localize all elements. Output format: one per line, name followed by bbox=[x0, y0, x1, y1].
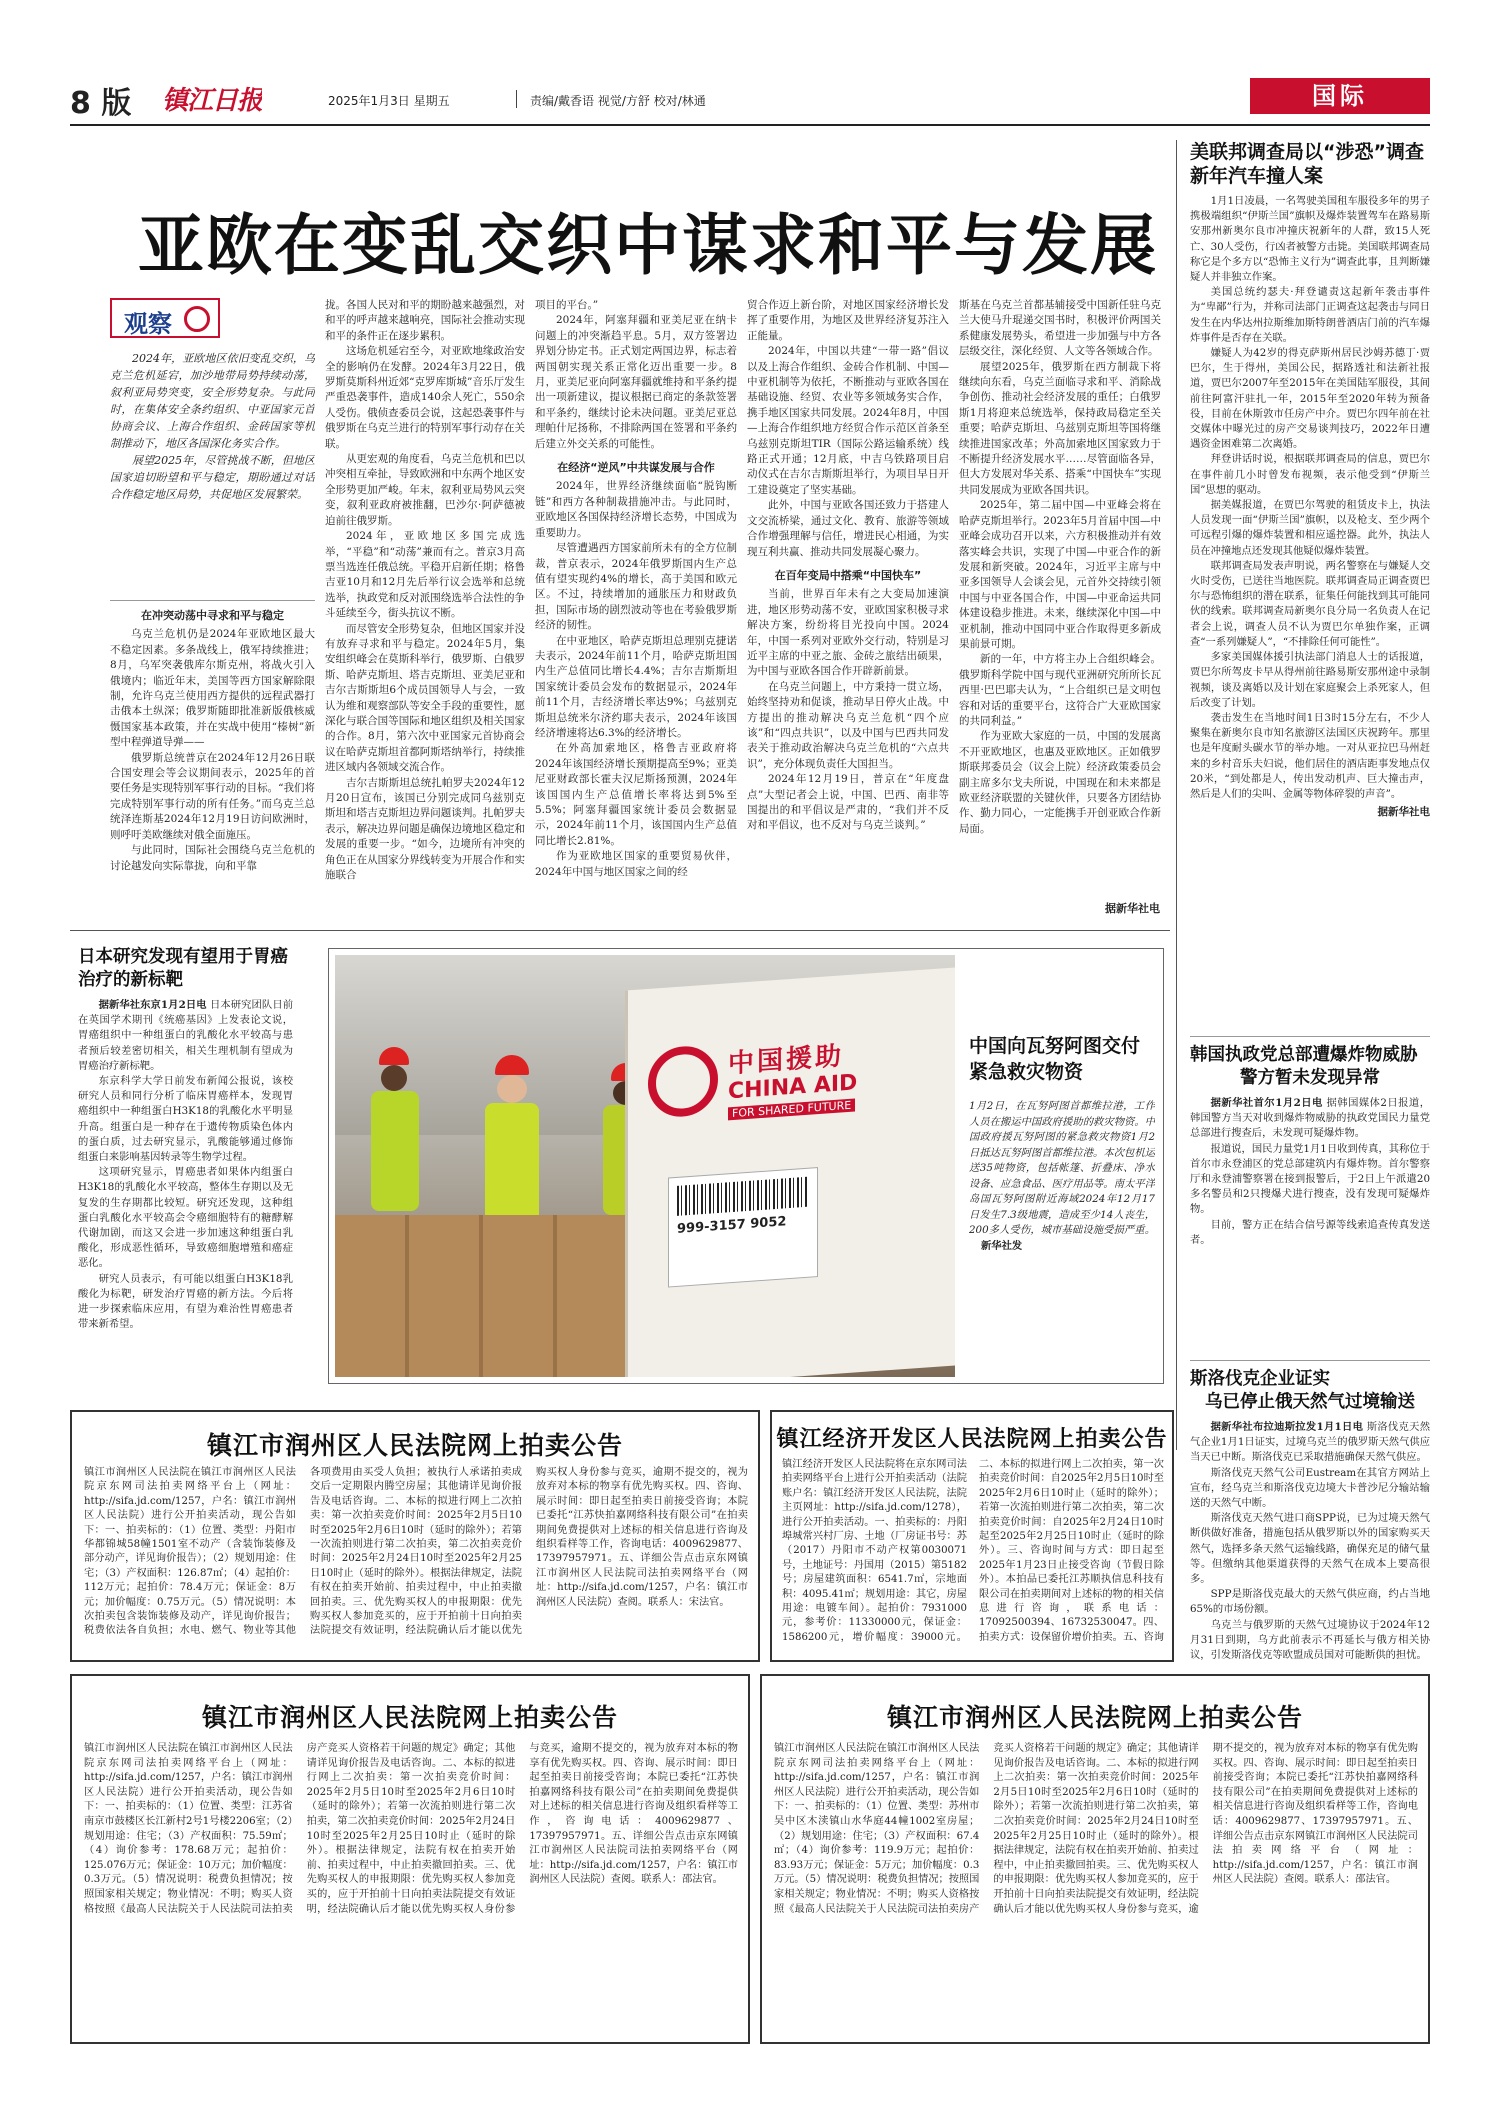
paragraph: 拢。各国人民对和平的期盼越来越强烈，对和平的呼声越来越响亮，国际社会推动实现和平的条件正在逐步累积。 bbox=[325, 299, 525, 342]
label-code: 999-3157 9052 bbox=[677, 1214, 787, 1237]
subheading: 在经济“逆风”中共谋发展与合作 bbox=[557, 461, 715, 475]
main-byline: 据新华社电 bbox=[1105, 902, 1160, 915]
paragraph: 2025年，第二届中国—中亚峰会将在哈萨克斯坦举行。2023年5月首届中国—中亚峰会成功召开以来，六方积极推动并有效落实峰会共识，实现了中国—中亚合作的新发展和新突破。2024年，习近平主席与中亚多国领导人会谈会见，元首外交持续引领中国与中亚各国合作，中国—中亚命运共同体建设稳步推进。未来，继续深化中国—中亚机制，推动中国同中亚合作取得更多新成果前景可期。 bbox=[959, 499, 1161, 650]
issue-date: 2025年1月3日 星期五 bbox=[328, 94, 450, 108]
article-headline: 美联邦调查局以“涉恐”调查新年汽车撞人案 bbox=[1190, 141, 1424, 187]
column-divider bbox=[1176, 140, 1177, 1450]
article-body bbox=[78, 998, 293, 1332]
lead-divider bbox=[110, 600, 315, 601]
main-column-1 bbox=[110, 606, 315, 922]
masthead bbox=[70, 78, 1430, 120]
page-number: 8 版 bbox=[70, 86, 132, 120]
paragraph: 展望2025年，俄罗斯在西方制裁下将继续向东看，乌克兰面临寻求和平、消除战争创伤、推动社会经济发展的重任；白俄罗斯1月将迎来总统选举，保持政局稳定至关重要；哈萨克斯坦、乌兹别克斯坦等国将继续推进国家改革；外高加索地区国家致力于不断提升经济发展水平……尽管面临各异，但大方发展对华关系、搭乘“中国快车”实现共同发展成为亚欧各国共识。 bbox=[959, 360, 1161, 496]
section-label: 国际 bbox=[1250, 78, 1430, 114]
paragraph: 2024年，阿塞拜疆和亚美尼亚在纳卡问题上的冲突渐趋平息。5月，双方签署边界划分协定书。正式划定两国边界，标志着两国朝实现关系正常化迈出重要一步。8月，亚美尼亚向阿塞拜疆就维持和平条约提出一项新建议，提议根据已商定的条款签署和平条约，继续讨论未决问题。亚美尼亚总理帕什尼扬称，不排除两国在签署和平条约后建立外交关系的可能性。 bbox=[535, 314, 737, 450]
notice-title: 镇江经济开发区人民法院网上拍卖公告 bbox=[776, 1427, 1168, 1452]
notice-body bbox=[782, 1458, 1164, 1656]
paragraph-text: 据韩国媒体2日报道，韩国警方当天对收到爆炸物威胁的执政党国民力量党总部进行搜查后，未发现可疑爆炸物。 bbox=[1190, 1097, 1430, 1140]
notice-text: 镇江经济开发区人民法院将在京东网司法拍卖网络平台上进行公开拍卖活动（法院账户名：镇江经济开发区人民法院，法院主页网址：http://sifa.jd.com/1278），进行公开拍卖活动。一、拍卖标的：丹阳埠城常兴村厂房、土地（厂房证书号：苏（2017）丹阳市不动产权第0030071号，土地证号：丹国用（2015）第5182号；房屋建筑面积：6541.7㎡，宗地面积：4095.41㎡；规划用途：其它，房屋用途：电镀车间）。起拍价：7931000元，参考价：11330000元，保证金：1586200元，增价幅度：39000元。二、本标的拟进行网上二次拍卖，第一次拍卖竞价时间：自2025年2月5日10时至2025年2月6日10时止（延时的除外）；若第一次流拍则进行第二次拍卖，第二次拍卖竞价时间：自2025年2月24日10时起至2025年2月25日10时止（延时的除外）。三、咨询时间与方式：即日起至2025年1月23日止接受咨询（节假日除外）。本拍品已委托江苏顺执信息科技有限公司在拍卖期间对上述标的物的相关信息进行咨询，联系电话：17092500394、16732530047。四、拍卖方式：设保留价增价拍卖。五、咨询 bbox=[782, 1459, 1164, 1643]
paragraph: 在乌克兰问题上，中方秉持一贯立场，始终坚持劝和促谈，推动早日停火止战。中方提出的推动解决乌克兰危机“四个应该”和“四点共识”，以及中国与巴西共同发表关于推动政治解决乌克兰危机的“六点共识”，充分体现负责任大国担当。 bbox=[747, 680, 949, 770]
paragraph: 作为亚欧地区国家的重要贸易伙伴，2024年中国与地区国家之间的经 bbox=[535, 850, 737, 878]
aid-box bbox=[625, 967, 955, 1377]
main-column-2 bbox=[325, 298, 525, 922]
section-divider bbox=[1190, 1360, 1430, 1361]
lead-paragraph: 2024年，亚欧地区依旧变乱交织，乌克兰危机延宕，加沙地带局势持续动荡，叙利亚局势突变，安全形势复杂。与此同时，在集体安全条约组织、中亚国家元首协商会议、上海合作组织、金砖国家等机制推动下，地区各国深化务实合作。 bbox=[110, 352, 315, 450]
right-column-top bbox=[1190, 140, 1430, 1032]
paragraph: 报道说，国民力量党1月1日收到传真，其称位于首尔市永登浦区的党总部建筑内有爆炸物。首尔警察厅和永登浦警察署在接到报警后，于2日上午派遣20多名警员和2只搜爆犬进行搜查，没有发现可疑爆炸物。 bbox=[1190, 1142, 1430, 1216]
paragraph: 多家美国媒体援引执法部门消息人士的话报道，贾巴尔所驾皮卡早从得州前往路易斯安那州途中录制视频，谈及离婚以及计划在家庭聚会上杀死家人，但后改变了计划。 bbox=[1190, 651, 1430, 709]
paragraph: 拜登讲话时说，根据联邦调查局的信息，贾巴尔在事件前几小时曾发布视频，表示他受到“伊斯兰国”思想的驱动。 bbox=[1190, 453, 1430, 496]
auction-notice bbox=[70, 1674, 750, 2044]
caption-body bbox=[969, 1099, 1155, 1254]
main-lead bbox=[110, 350, 315, 600]
paragraph: 袭击发生在当地时间1日3时15分左右，不少人聚集在新奥尔良市知名旅游区法国区庆祝跨年。那里也是年度耐头碳水节的举办地。一对从亚拉巴马州赶来的乡村音乐夫妇说，他们居住的酒店距事发地点仅20米，“到处都是人，传出发动机声、巨大撞击声，然后是人们的尖叫、金属等物体碎裂的声音”。 bbox=[1190, 711, 1430, 800]
caption-text: 1月2日，在瓦努阿图首都维拉港，工作人员在搬运中国政府援助的救灾物资。中国政府援瓦努阿图的紧急救灾物资1月2日抵达瓦努阿图首都维拉港。本次包机运送35吨物资，包括帐篷、折叠床、净水设备、应急食品、医疗用品等。南太平洋岛国瓦努阿图附近海域2024年12月17日发生7.3级地震，造成至少14人丧生，200多人受伤，城市基础设施受损严重。 bbox=[969, 1100, 1155, 1236]
paragraph: 从更宏观的角度看，乌克兰危机和巴以冲突相互牵扯，导致欧洲和中东两个地区安全形势更加严峻。年末，叙利亚局势风云突变，叙利亚政府被推翻，巴沙尔·阿萨德被迫前往俄罗斯。 bbox=[325, 453, 525, 527]
lead-paragraph: 展望2025年，尽管挑战不断，但地区国家追切盼望和平与稳定，期盼通过对话合作稳定地区局势，共促地区发展繁荣。 bbox=[110, 454, 315, 501]
news-photo bbox=[335, 955, 955, 1377]
red-hardhat-icon bbox=[379, 1047, 409, 1065]
article-headline-line2: 乌已停止俄天然气过境输送 bbox=[1205, 1392, 1415, 1412]
notice-title: 镇江市润州区人民法院网上拍卖公告 bbox=[201, 1703, 618, 1732]
notice-text: 镇江市润州区人民法院在镇江市润州区人民法院京东网司法拍卖网络平台上（网址：http://sifa.jd.com/1257，户名：镇江市润州区人民法院）进行公开拍卖活动，现公告如下：一、拍卖标的：（1）位置、类型：丹阳市华都锦城58幢1501室不动产（含装饰装修及部分动产，详见询价报告）；（2）规划用途：住宅；（3）产权面积：126.87㎡；（4）起拍价：112万元；起拍价：78.4万元；保证金：8万元；加价幅度：0.75万元。（5）情况说明：本次拍卖包含装饰装修及动产，详见询价报告；税费依法各自负担；水电、燃气、物业等其他各项费用由买受人负担；被执行人承诺拍卖成交后一定期限内腾空房屋；其他请详见询价报告及电话咨询。二、本标的拟进行网上二次拍卖：第一次拍卖竞价时间：2025年2月5日10时至2025年2月6日10时（延时的除外）；若第一次流拍则进行第二次拍卖，第二次拍卖竞价时间：2025年2月24日10时至2025年2月25日10时止（延时的除外）。根据法律规定，法院有权在拍卖开始前、拍卖过程中，中止拍卖撤回拍卖。三、优先购买权人的申报期限：优先购买权人参加竞买的，应于开拍前十日向拍卖法院提交有效证明，经法院确认后才能以优先购买权人身份参与竞买，逾期不提交的，视为放弃对本标的物享有优先购买权。四、咨询、展示时间：即日起至拍卖日前接受咨询；本院已委托“江苏快拍嘉网络科技有限公司”在拍卖期间免费提供对上述标的相关信息进行咨询及组织看样等工作，咨询电话：4009629877、17397957971。五、详细公告点击京东网镇江市润州区人民法院司法拍卖网络平台（网址：http://sifa.jd.com/1257，户名：镇江市润州区人民法院）查阅。联系人：宋法官。 bbox=[84, 1467, 748, 1637]
notice-body bbox=[774, 1742, 1418, 2038]
paragraph: 乌克兰与俄罗斯的天然气过境协议于2024年12月31日到期，乌方此前表示不再延长与俄方相关协议，引发斯洛伐克等欧盟成员国对可能断供的担忧。 bbox=[1190, 1618, 1430, 1662]
article-body bbox=[1190, 1096, 1430, 1248]
paragraph: 联邦调查局发表声明说，两名警察在与嫌疑人交火时受伤，已送往当地医院。联邦调查局正调查贾巴尔与恐怖组织的潜在联系，征集任何能找到其可能同伙的线索。联邦调查局新奥尔良分局一名负责人在记者会上说，调查人员不认为贾巴尔单独作案，正调查“一系列嫌疑人”，“不排除任何可能性”。 bbox=[1190, 559, 1430, 648]
header-divider bbox=[516, 90, 517, 108]
paragraph: 1月1日凌晨，一名驾驶美国租车服役多年的男子携极端组织“伊斯兰国”旗帜及爆炸装置驾车在路易斯安那州新奥尔良市冲撞庆祝新年的人群，致15人死亡、30人受伤，行凶者被警方击毙。美国联邦调查局称它是个多方以“恐怖主义行为”调查此事，且判断嫌疑人并非独立作案。 bbox=[1190, 195, 1430, 284]
paper-logo: 镇江日报 bbox=[162, 86, 263, 116]
paragraph: 斯基在乌克兰首都基辅接受中国新任驻乌克兰大使马升琨递交国书时，积极评价两国关系健康发展势头，希望进一步加强与中方各层级交往，深化经贸、人文等各领域合作。 bbox=[959, 299, 1161, 358]
korea-article bbox=[1190, 1044, 1430, 1374]
paragraph: 而尽管安全形势复杂，但地区国家并没有放弃寻求和平与稳定。2024年5月，集安组织峰会在莫斯科举行，俄罗斯、白俄罗斯、哈萨克斯坦、塔吉克斯坦、亚美尼亚和吉尔吉斯斯坦6个成员国领导人与会，一致认为维和观察部队等安全手段的重要性，愿深化与联合国等国际和地区组织及相关国家的合作。8月，第六次中亚国家元首协商会议在哈萨克斯坦首都阿斯塔纳举行，持续推进区域内各领域交流合作。 bbox=[325, 622, 525, 774]
barcode-icon bbox=[677, 1177, 807, 1216]
paragraph-text: 日本研究团队日前在英国学术期刊《统癌基因》上发表论文说，胃癌组织中一种组蛋白的乳酸化水平较高与患者预后较差密切相关，相关生理机制有望成为胃癌治疗新标靶。 bbox=[78, 999, 293, 1072]
paragraph: 在中亚地区，哈萨克斯坦总理别克捷诺夫表示，2024年前11个月，哈萨克斯坦国内生产总值同比增长4.4%；吉尔吉斯斯坦国家统计委员会发布的数据显示，2024年前11个月，吉经济增长率达9%；乌兹别克斯坦总统米尔济约耶夫表示，2024年该国经济增速将达6.3%的经济增长。 bbox=[535, 634, 737, 739]
section-divider bbox=[70, 930, 1170, 931]
caption-title: 中国向瓦努阿图交付紧急救灾物资 bbox=[969, 1035, 1141, 1083]
paragraph: 2024年，中国以共建“一带一路”倡议以及上海合作组织、金砖合作机制、中国—中亚机制等为依托，不断推动与亚欧各国在基础设施、经贸、农业等多领域务实合作，携手地区国家共同发展。2024年8月，中国—上海合作组织地方经贸合作示范区首条至乌兹别克斯坦TIR（国际公路运输系统）线路正式开通；12月底，中吉乌铁路项目启动仪式在吉尔吉斯斯坦举行，为项目早日开工建设奠定了坚实基础。 bbox=[747, 345, 949, 496]
article-headline-line2: 警方暂未发现异常 bbox=[1240, 1068, 1380, 1088]
paragraph: 新的一年，中方将主办上合组织峰会。俄罗斯科学院中国与现代亚洲研究所所长瓦西里·巴巴耶夫认为，“上合组织已是文明包容和对话的重要平台，这符合广大亚欧国家的共同利益。” bbox=[959, 653, 1161, 727]
dateline: 据新华社首尔1月2日电 bbox=[1210, 1097, 1323, 1109]
subheading: 在冲突动荡中寻求和平与稳定 bbox=[141, 609, 284, 622]
box-logo-cn: 中国援助 bbox=[728, 1041, 845, 1080]
main-column-4 bbox=[747, 298, 949, 922]
shipping-label bbox=[668, 1167, 818, 1287]
notice-title: 镇江市润州区人民法院网上拍卖公告 bbox=[206, 1431, 623, 1460]
observe-label: 观察 bbox=[124, 310, 172, 338]
paragraph: 目前，警方正在结合信号源等线索追查传真发送者。 bbox=[1190, 1218, 1430, 1246]
paragraph: 在外高加索地区，格鲁吉亚政府将2024年该国经济增长预期提高至9%；亚美尼亚财政部长霍夫汉尼斯扬预测，2024年该国国内生产总值增长率将达到5%至5.5%；阿塞拜疆国家统计委员会数据显示，2024年前11个月，该国国内生产总值同比增长2.81%。 bbox=[535, 742, 737, 847]
notice-title: 镇江市润州区人民法院网上拍卖公告 bbox=[886, 1703, 1303, 1732]
main-column-3 bbox=[535, 298, 737, 922]
paragraph: 研究人员表示，有可能以组蛋白H3K18乳酸化为标靶，研发治疗胃癌的新方法。今后将进一步探索临床应用，有望为难治性胃癌患者带来新希望。 bbox=[78, 1272, 293, 1331]
paragraph: 斯洛伐克天然气进口商SPP说，已为过境天然气断供做好准备，措施包括从俄罗斯以外的国家购买天然气，选择多条天然气运输线路，确保充足的储气量等。但缴纳其他渠道获得的天然气在成本上要高很多。 bbox=[1190, 1512, 1430, 1586]
article-headline: 韩国执政党总部遭爆炸物威胁 bbox=[1190, 1045, 1418, 1065]
byline: 据新华社电 bbox=[1377, 806, 1430, 819]
masthead-rule bbox=[70, 124, 1430, 126]
paragraph: 此外，中国与亚欧各国还致力于搭建人文交流桥梁，通过文化、教育、旅游等领域合作增强理解与信任，增进民心相通，为实现互利共赢、推动共同发展凝心聚力。 bbox=[747, 499, 949, 558]
auction-notice bbox=[70, 1410, 760, 1662]
paragraph: 乌克兰危机仍是2024年亚欧地区最大不稳定因素。多条战线上，俄军持续推进；8月，乌军突袭俄库尔斯克州，将战火引入俄境内；临近年末，美国等西方国家解除限制，允许乌克兰使用西方提供的远程武器打击俄本土纵深；俄罗斯随即批准新版俄核威慑国家基本政策，并在实战中使用“榛树”新型中程弹道导弹—— bbox=[110, 628, 315, 749]
paragraph-text: 斯洛伐克天然气企业1月1日证实，过境乌克兰的俄罗斯天然气供应当天已中断。斯洛伐克已采取措施确保天然气供应。 bbox=[1190, 1421, 1430, 1464]
editor-credits: 责编/戴香语 视觉/方舒 校对/林通 bbox=[530, 94, 706, 108]
main-headline: 亚欧在变乱交织中谋求和平与发展 bbox=[138, 207, 1158, 284]
paragraph bbox=[1190, 1420, 1430, 1466]
notice-text: 镇江市润州区人民法院在镇江市润州区人民法院京东网司法拍卖网络平台上（网址：http://sifa.jd.com/1257，户名：镇江市润州区人民法院）进行公开拍卖活动，现公告如下：一、拍卖标的：（1）位置、类型：苏州市吴中区木渎镇山水华庭44幢1002室房屋；（2）规划用途：住宅；（3）产权面积：67.4㎡；（4）询价参考：119.9万元；起拍价：83.93万元；保证金：5万元；加价幅度：0.3万元。（5）情况说明：税费负担情况；按照国家相关规定；物业情况：不明；购买人资格按照《最高人民法院关于人民法院司法拍卖房产竞买人资格若干问题的规定》确定；其他请详见询价报告及电话咨询。二、本标的拟进行网上二次拍卖：第一次拍卖竞价时间：2025年2月5日10时至2025年2月6日10时（延时的除外）；若第一次流拍则进行第二次拍卖，第二次拍卖竞价时间：2025年2月24日10时至2025年2月25日10时止（延时的除外）。根据法律规定，法院有权在拍卖开始前、拍卖过程中，中止拍卖撤回拍卖。三、优先购买权人的申报期限：优先购买权人参加竞买的，应于开拍前十日向拍卖法院提交有效证明，经法院确认后才能以优先购买权人身份参与竞买，逾期不提交的，视为放弃对本标的物享有优先购买权。四、咨询、展示时间：即日起至拍卖日前接受咨询；本院已委托“江苏快拍嘉网络科技有限公司”在拍卖期间免费提供对上述标的相关信息进行咨询及组织看样等工作，咨询电话：4009629877、17397957971。五、详细公告点击京东网镇江市润州区人民法院司法拍卖网络平台（网址：http://sifa.jd.com/1257，户名：镇江市润州区人民法院）查阅。联系人：邵法官。 bbox=[774, 1743, 1418, 1915]
paragraph: 2024年，亚欧地区多国完成选举，“平稳”和“动荡”兼而有之。普京3月高票当选连任俄总统。平稳开启新任期；格鲁吉亚10月和12月先后举行议会选举和总统选举，执政党和反对派围绕选举合法性的争斗延续至今，街头抗议不断。 bbox=[325, 530, 525, 620]
paragraph: 斯洛伐克天然气公司Eustream在其官方网站上宣布，经乌克兰和斯洛伐克边境大卡普沙尼分输站输送的天然气中断。 bbox=[1190, 1466, 1430, 1510]
auction-notice bbox=[770, 1410, 1174, 1662]
paragraph: 当前，世界百年未有之大变局加速演进，地区形势动荡不安，亚欧国家积极寻求解决方案，纷纷将目光投向中国。2024年，中国一系列对亚欧外交行动，特别是习近平主席的中亚之旅、金砖之旅结出硕果，为中国与亚欧各国合作开辟新前景。 bbox=[747, 588, 949, 678]
cargo-boxes bbox=[335, 1215, 635, 1377]
paragraph: 这项研究显示，胃癌患者如果体内组蛋白H3K18的乳酸化水平较高，整体生存期以及无复发的生存期都比较短。研究还发现，这种组蛋白乳酸化水平较高会令癌细胞特有的糖酵解代谢加剧，而这又会进一步加速这种组蛋白乳酸化，形成恶性循环，导致癌细胞增殖和癌症恶化。 bbox=[78, 1166, 293, 1270]
paragraph: 尽管遭遇西方国家前所未有的全方位制裁，普京表示，2024年俄罗斯国内生产总值有望实现约4%的增长，高于美国和欧元区。不过，持续增加的通胀压力和财政负担，国际市场的剧烈波动等也在考验俄罗斯经济的韧性。 bbox=[535, 542, 737, 632]
paragraph: SPP是斯洛伐克最大的天然气供应商，约占当地65%的市场份额。 bbox=[1190, 1588, 1430, 1616]
auction-notice bbox=[760, 1674, 1430, 2044]
paragraph: 美国总统约瑟夫·拜登谴责这起新年袭击事件为“卑鄙”行为，并称司法部门正调查这起袭击与同日发生在内华达州拉斯维加斯特朗普酒店门前的汽车爆炸事件是否存在关联。 bbox=[1190, 286, 1430, 344]
box-slogan: FOR SHARED FUTURE bbox=[728, 1098, 855, 1120]
paragraph: 俄罗斯总统普京在2024年12月26日联合国安理会等会议期间表示，2025年的首要任务是实现特别军事行动的目标。“我们将完成特别军事行动的所有任务。”而乌克兰总统泽连斯基2024年12月19日访问欧洲时，则呼吁美欧继续对俄全面施压。 bbox=[110, 751, 315, 841]
paragraph: 2024年12月19日，普京在“年度盘点”大型记者会上说，中国、巴西、南非等国提出的和平倡议是严肃的，“我们并不反对和平倡议，也不反对与乌克兰谈判。” bbox=[747, 773, 949, 832]
paragraph: 贸合作迈上新台阶，对地区国家经济增长发挥了重要作用，为地区及世界经济复苏注入正能量。 bbox=[747, 299, 949, 342]
paragraph: 吉尔吉斯斯坦总统扎帕罗夫2024年12月20日宣布，该国已分别完成同乌兹别克斯坦和塔吉克斯坦边界问题谈判。扎帕罗夫表示，解决边界问题是确保边境地区稳定和发展的重要一步。“如今，边境所有冲突的角色正在从国家分界线转变为开展合作和实施联合 bbox=[325, 776, 525, 882]
japan-article bbox=[78, 946, 293, 1398]
dateline: 据新华社布拉迪斯拉发1月1日电 bbox=[1210, 1421, 1364, 1433]
paragraph: 与此同时，国际社会围绕乌克兰危机的讨论越发向实际靠拢，向和平靠 bbox=[110, 844, 315, 872]
paragraph bbox=[78, 998, 293, 1074]
paragraph: 作为亚欧大家庭的一员，中国的发展离不开亚欧地区，也惠及亚欧地区。正如俄罗斯联邦委员会（议会上院）经济政策委员会副主席多尔戈夫所说，中国现在和未来都是欧亚经济联盟的关键伙伴，只要各方团结协作、勤力同心，一定能携手开创亚欧合作新局面。 bbox=[959, 730, 1161, 835]
paragraph: 2024年，世界经济继续面临“脱钩断链”和西方各种制裁措施冲击。与此同时，亚欧地区各国保持经济增长态势，中国成为重要助力。 bbox=[535, 480, 737, 539]
paragraph: 项目的平台。” bbox=[535, 299, 599, 311]
notice-body bbox=[84, 1742, 738, 2038]
observe-badge bbox=[110, 298, 220, 338]
article-headline: 日本研究发现有望用于胃癌治疗的新标靶 bbox=[78, 947, 288, 990]
box-logo-en: CHINA AID bbox=[728, 1070, 858, 1105]
eye-icon bbox=[184, 306, 210, 332]
paragraph: 嫌疑人为42岁的得克萨斯州居民沙姆苏德丁·贾巴尔，生于得州，美国公民，据路透社和法新社报道，贾巴尔2007年至2015年在美国陆军服役，其间前往阿富汗驻扎一年，2015年至2020年转为预备役，目前在休斯敦市任房产中介。贾巴尔四年前在社交媒体中曝光过的房产交易谈判技巧，2022年日遭遇资金困难第二次离婚。 bbox=[1190, 347, 1430, 451]
article-headline: 斯洛伐克企业证实 bbox=[1190, 1369, 1330, 1389]
article-body bbox=[1190, 1420, 1430, 1663]
worker-figure bbox=[371, 1047, 419, 1237]
paragraph: 东京科学大学日前发布新闻公报说，该校研究人员和同行分析了临床胃癌样本，发现胃癌组织中一种组蛋白H3K18的乳酸化水平明显升高。组蛋白是一种存在于遗传物质染色体内的蛋白质，过去研究显示，乳酸能够通过修饰组蛋白来影响基因转录等生物学过程。 bbox=[78, 1075, 293, 1164]
main-column-5 bbox=[959, 298, 1161, 922]
paragraph: 这场危机延宕至今，对亚欧地缘政治安全的影响仍在发酵。2024年3月22日，俄罗斯莫斯科州近郊“克罗库斯城”音乐厅发生严重恐袭事件，造成140余人死亡，550余人受伤。俄侦查委员会说，这起恐袭事件与俄罗斯在乌克兰进行的特别军事行动存在关联。 bbox=[325, 345, 525, 450]
red-hardhat-icon bbox=[495, 1055, 529, 1075]
caption-byline: 新华社发 bbox=[981, 1239, 1023, 1252]
dateline: 据新华社东京1月2日电 bbox=[98, 999, 207, 1011]
notice-text: 镇江市润州区人民法院在镇江市润州区人民法院京东网司法拍卖网络平台上（网址：http://sifa.jd.com/1257，户名：镇江市润州区人民法院）进行公开拍卖活动，现公告如下：一、拍卖标的：（1）位置、类型：江苏省南京市鼓楼区长江新村2号1号楼2206室；（2）规划用途：住宅；（3）产权面积：75.59㎡；（4）询价参考：178.68万元；起拍价：125.076万元；保证金：10万元；加价幅度：0.3万元。（5）情况说明：税费负担情况；按照国家相关规定；物业情况：不明；购买人资格按照《最高人民法院关于人民法院司法拍卖房产竞买人资格若干问题的规定》确定；其他请详见询价报告及电话咨询。二、本标的拟进行网上二次拍卖：第一次拍卖竞价时间：2025年2月5日10时至2025年2月6日10时（延时的除外）；若第一次流拍则进行第二次拍卖，第二次拍卖竞价时间：2025年2月24日10时至2025年2月25日10时止（延时的除外）。根据法律规定，法院有权在拍卖开始前、拍卖过程中，中止拍卖撤回拍卖。三、优先购买权人的申报期限：优先购买权人参加竞买的，应于开拍前十日向拍卖法院提交有效证明，经法院确认后才能以优先购买权人身份参与竞买，逾期不提交的，视为放弃对本标的物享有优先购买权。四、咨询、展示时间：即日起至拍卖日前接受咨询；本院已委托“江苏快拍嘉网络科技有限公司”在拍卖期间免费提供对上述标的相关信息进行咨询及组织看样等工作，咨询电话：4009629877、17397957971。五、详细公告点击京东网镇江市润州区人民法院司法拍卖网络平台（网址：http://sifa.jd.com/1257，户名：镇江市润州区人民法院）查阅。联系人：邵法官。 bbox=[84, 1743, 738, 1915]
photo-frame bbox=[328, 948, 1164, 1384]
notice-body bbox=[84, 1466, 748, 1656]
photo-caption bbox=[969, 1033, 1155, 1373]
section-divider bbox=[1190, 1036, 1430, 1037]
article-body bbox=[1190, 194, 1430, 802]
paragraph bbox=[1190, 1096, 1430, 1142]
paragraph: 据美媒报道，在贾巴尔驾驶的租赁皮卡上，执法人员发现一面“伊斯兰国”旗帜，以及枪支、至少两个可远程引爆的爆炸装置和相应遥控器。此外，执法人员在冲撞地点还发现其他疑似爆炸装置。 bbox=[1190, 499, 1430, 557]
subheading: 在百年变局中搭乘“中国快车” bbox=[774, 568, 922, 582]
china-aid-logo-icon bbox=[648, 1044, 718, 1119]
